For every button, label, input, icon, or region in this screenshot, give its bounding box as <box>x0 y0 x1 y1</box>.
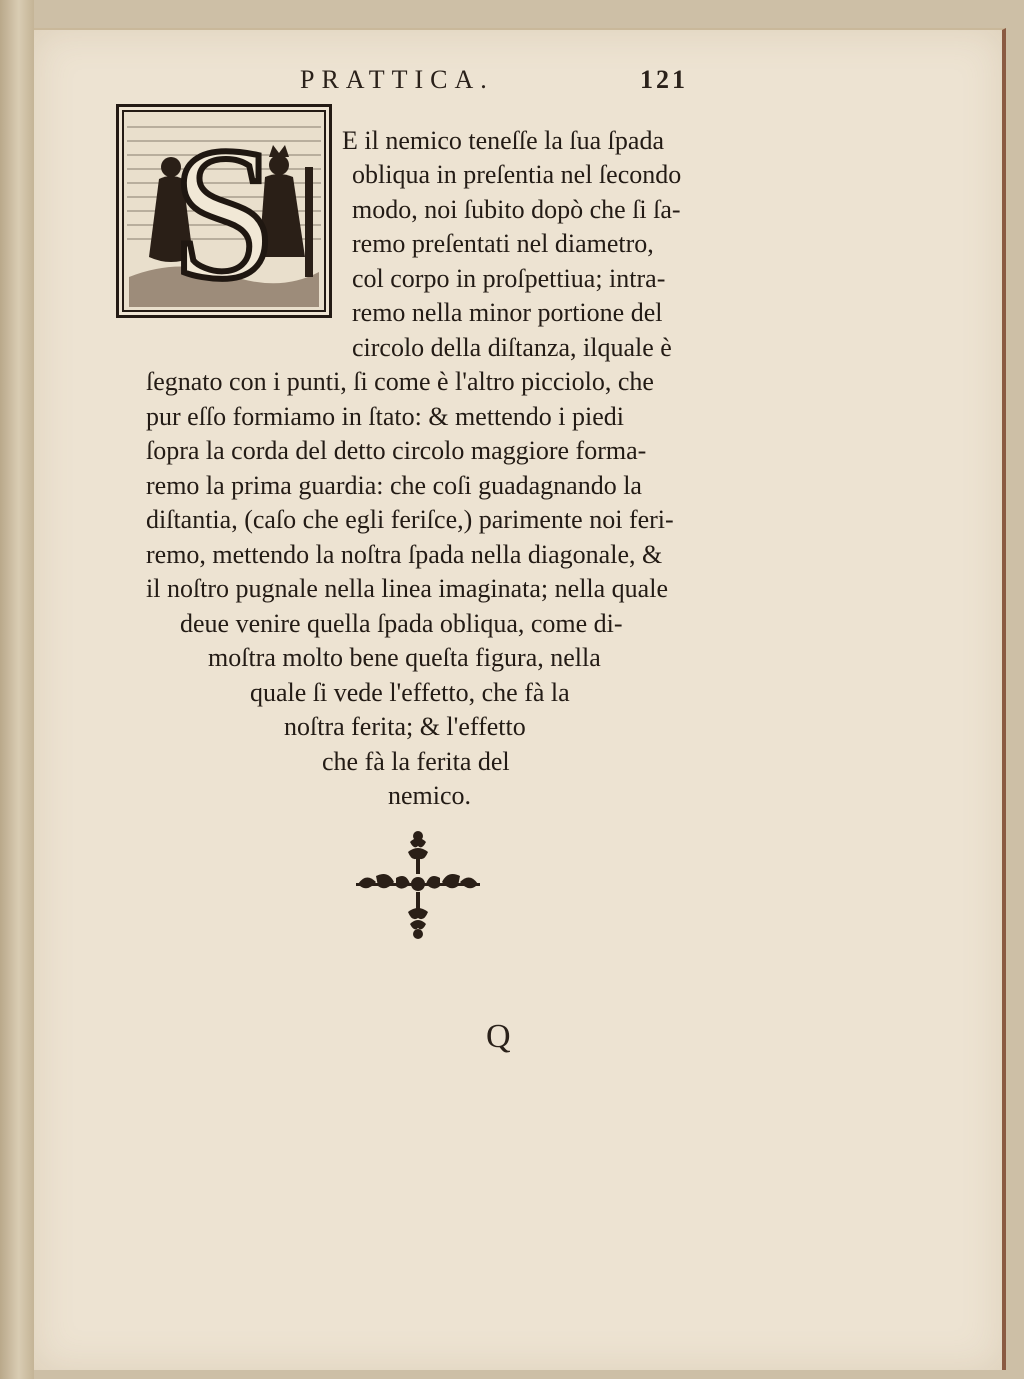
woodcut-initial-icon <box>116 104 332 318</box>
text-line: modo, noi ſubito dopò che ſi ſa- <box>352 195 681 224</box>
text-line: obliqua in preſentia nel ſecondo <box>352 160 682 189</box>
text-line: remo la prima guardia: che coſi guadagnando la <box>146 471 642 500</box>
text-line: col corpo in proſpettiua; intra- <box>352 264 666 293</box>
text-line: ſopra la corda del detto circolo maggiore forma- <box>146 436 647 465</box>
book-binding-edge <box>0 0 34 1379</box>
text-line: diſtantia, (caſo che egli feriſce,) parimente noi feri- <box>146 505 674 534</box>
text-line: remo preſentati nel diametro, <box>352 229 654 258</box>
initial-letter: S <box>171 109 277 315</box>
text-line: moſtra molto bene queſta figura, nella <box>208 643 601 672</box>
text-line: che fà la ferita del <box>322 747 510 776</box>
text-line: remo, mettendo la noſtra ſpada nella diagonale, & <box>146 540 663 569</box>
text-line: noſtra ferita; & l'effetto <box>284 712 526 741</box>
text-line: E il nemico teneſſe la ſua ſpada <box>342 126 664 155</box>
fleuron-ornament-icon <box>348 826 488 942</box>
text-line: remo nella minor portione del <box>352 298 663 327</box>
text-line: ſegnato con i punti, ſi come è l'altro picciolo, che <box>146 367 654 396</box>
running-title: PRATTICA. <box>300 65 494 94</box>
text-line: deue venire quella ſpada obliqua, come di- <box>180 609 623 638</box>
text-line: pur eſſo formiamo in ſtato: & mettendo i piedi <box>146 402 625 431</box>
signature-mark: Q <box>486 1018 511 1055</box>
text-line: circolo della diſtanza, ilquale è <box>352 333 672 362</box>
text-line: quale ſi vede l'effetto, che fà la <box>250 678 570 707</box>
text-line: nemico. <box>388 781 472 810</box>
text-line: il noſtro pugnale nella linea imaginata; nella quale <box>146 574 668 603</box>
page-number: 121 <box>640 65 688 94</box>
